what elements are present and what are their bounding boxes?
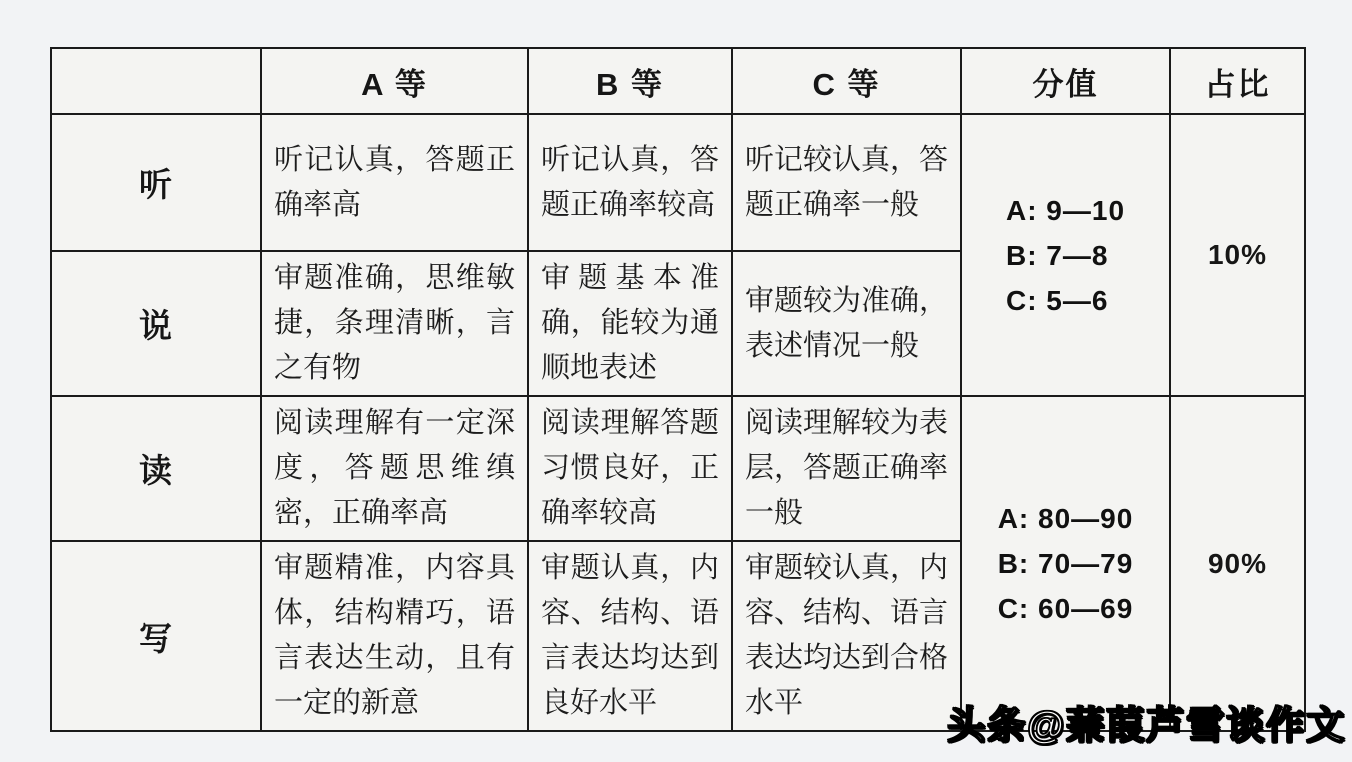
cell-write-grade-a: 审题精准，内容具体，结构精巧，语言表达生动，且有一定的新意 (261, 541, 528, 731)
header-score: 分值 (961, 48, 1170, 114)
header-grade-c: C 等 (732, 48, 961, 114)
row-label-speak: 说 (51, 251, 261, 396)
header-grade-a: A 等 (261, 48, 528, 114)
cell-read-grade-a: 阅读理解有一定深度，答题思维缜密，正确率高 (261, 396, 528, 541)
header-corner-cell (51, 48, 261, 114)
row-label-read: 读 (51, 396, 261, 541)
table-row-listen (51, 114, 1305, 251)
row-label-write: 写 (51, 541, 261, 731)
weight-cell-read-write: 90% (1170, 396, 1305, 731)
cell-listen-grade-c: 听记较认真，答题正确率一般 (732, 114, 961, 251)
table-row-read (51, 396, 1305, 541)
score-cell-read-write (961, 396, 1170, 731)
weight-cell-listen-speak: 10% (1170, 114, 1305, 396)
score-line-c: C: 60—69 (997, 593, 1134, 624)
grading-rubric-table (50, 47, 1306, 732)
cell-speak-grade-c: 审题较为准确，表述情况一般 (732, 251, 961, 396)
score-block-listen-speak (1006, 188, 1125, 323)
score-line-a: A: 9—10 (1005, 194, 1126, 226)
score-line-b: B: 7—8 (1005, 239, 1109, 271)
header-weight: 占比 (1170, 48, 1305, 114)
cell-write-grade-b: 审题认真，内容、结构、语言表达均达到良好水平 (528, 541, 732, 731)
header-row (51, 48, 1305, 114)
score-block-read-write (998, 496, 1134, 631)
row-label-listen: 听 (51, 114, 261, 251)
score-line-c: C: 5—6 (1005, 284, 1109, 316)
cell-listen-grade-a: 听记认真，答题正确率高 (261, 114, 528, 251)
score-line-b: B: 70—79 (997, 548, 1134, 579)
score-cell-listen-speak (961, 114, 1170, 396)
cell-read-grade-b: 阅读理解答题习惯良好，正确率较高 (528, 396, 732, 541)
watermark-toutiao-author: 头条@蒹葭芦雪谈作文 (946, 705, 1346, 747)
cell-listen-grade-b: 听记认真，答题正确率较高 (528, 114, 732, 251)
cell-speak-grade-a: 审题准确，思维敏捷，条理清晰，言之有物 (261, 251, 528, 396)
cell-speak-grade-b: 审题基本准确，能较为通顺地表述 (528, 251, 732, 396)
cell-read-grade-c: 阅读理解较为表层，答题正确率一般 (732, 396, 961, 541)
cell-write-grade-c: 审题较认真，内容、结构、语言表达均达到合格水平 (732, 541, 961, 731)
score-line-a: A: 80—90 (997, 503, 1134, 534)
header-grade-b: B 等 (528, 48, 732, 114)
